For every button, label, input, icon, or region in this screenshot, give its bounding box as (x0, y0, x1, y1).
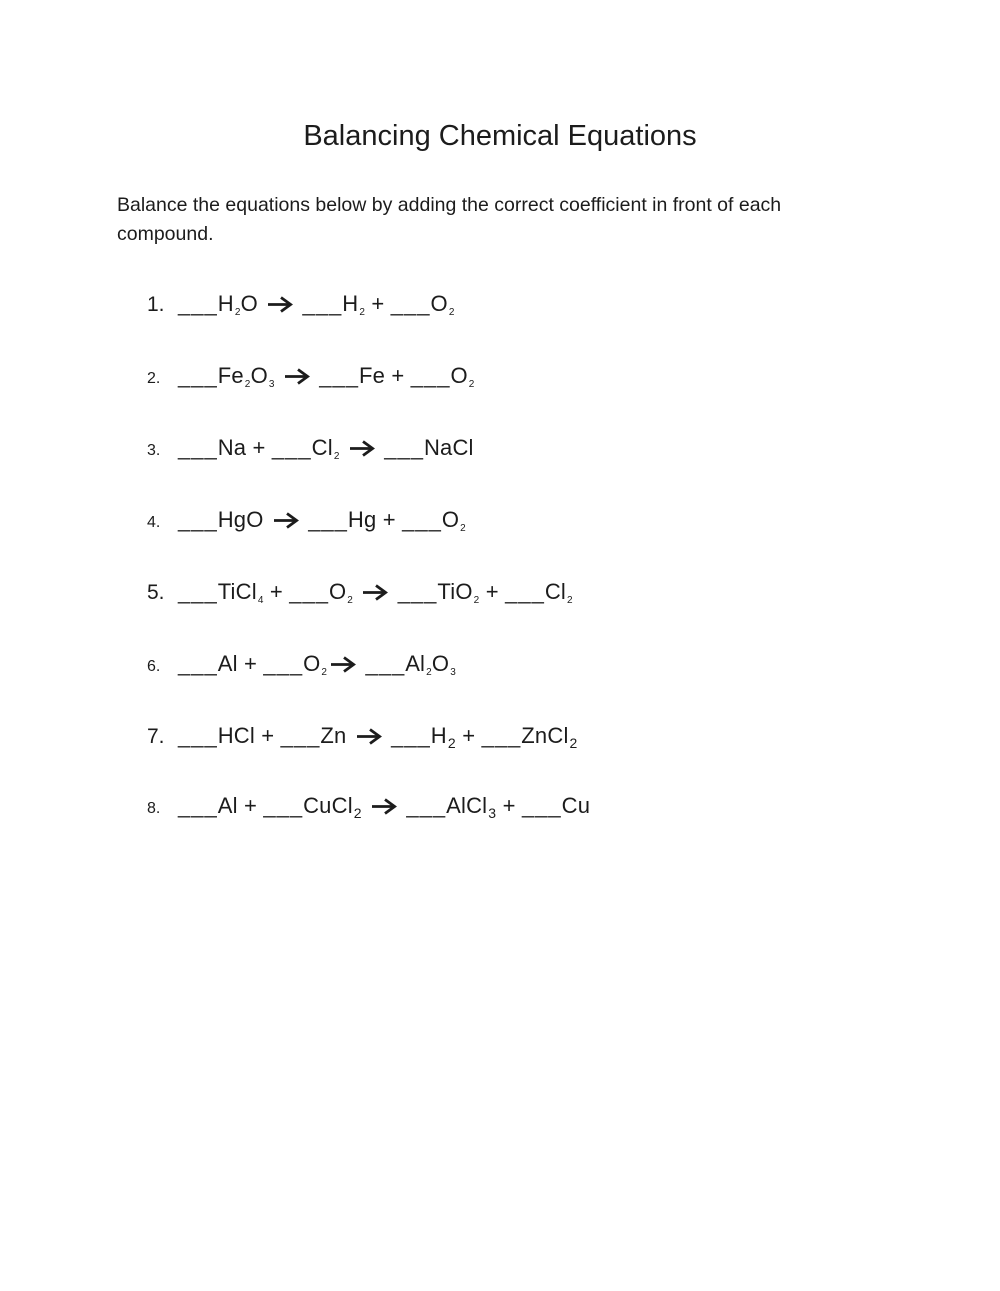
equation-text: ___TiCl4 + ___O2 ___TiO2 + ___Cl2 (178, 579, 573, 604)
equation-number: 6. (147, 658, 161, 675)
page-title: Balancing Chemical Equations (303, 120, 697, 152)
equation-text: ___H2O ___H2 + ___O2 (178, 291, 455, 316)
coefficient-blank: ___ (406, 793, 447, 818)
equations-list (0, 289, 1000, 828)
subscript: 2 (447, 735, 456, 751)
coefficient-blank: ___ (308, 507, 348, 532)
subscript: 2 (448, 307, 455, 318)
right-arrow-icon (349, 433, 375, 463)
subscript: 2 (333, 451, 340, 462)
coefficient-blank: ___ (481, 723, 522, 748)
coefficient-blank: ___ (263, 651, 304, 676)
subscript: 2 (234, 307, 241, 318)
equation-row (0, 721, 1000, 758)
subscript: 2 (460, 523, 466, 534)
coefficient-blank: ___ (178, 435, 218, 460)
right-arrow-icon (273, 505, 299, 535)
coefficient-blank: ___ (178, 793, 218, 818)
equation-number: 1. (147, 293, 165, 316)
subscript: 2 (321, 667, 328, 678)
subscript: 2 (468, 379, 475, 390)
coefficient-blank: ___ (402, 507, 442, 532)
coefficient-blank: ___ (178, 579, 218, 604)
subscript: 2 (473, 595, 480, 606)
coefficient-blank: ___ (302, 291, 343, 316)
subscript: 3 (450, 667, 456, 678)
subscript: 2 (353, 805, 362, 821)
coefficient-blank: ___ (178, 363, 218, 388)
equation-row (0, 289, 1000, 328)
subscript: 2 (426, 667, 432, 678)
equation-text: ___Al + ___CuCl2 ___AlCl3 + ___Cu (178, 793, 590, 818)
coefficient-blank: ___ (319, 363, 359, 388)
equation-row (0, 433, 1000, 472)
equation-row (0, 577, 1000, 616)
coefficient-blank: ___ (178, 651, 218, 676)
equation-number: 5. (147, 581, 165, 604)
coefficient-blank: ___ (289, 579, 329, 604)
coefficient-blank: ___ (390, 291, 431, 316)
equation-row (0, 791, 1000, 828)
equation-number: 8. (147, 800, 161, 817)
equation-number: 7. (147, 725, 165, 748)
coefficient-blank: ___ (365, 651, 406, 676)
right-arrow-icon (267, 289, 293, 319)
subscript: 2 (347, 595, 354, 606)
right-arrow-icon (330, 649, 356, 679)
equation-number: 4. (147, 514, 161, 531)
equation-text: ___Fe2O3 ___Fe + ___O2 (178, 363, 475, 388)
subscript: 3 (268, 379, 275, 390)
coefficient-blank: ___ (505, 579, 545, 604)
equation-number: 3. (147, 442, 161, 459)
subscript: 2 (244, 379, 251, 390)
subscript: 2 (569, 735, 578, 751)
equation-text: ___HCl + ___Zn ___H2 + ___ZnCl2 (178, 723, 578, 748)
coefficient-blank: ___ (271, 435, 312, 460)
coefficient-blank: ___ (410, 363, 451, 388)
right-arrow-icon (356, 721, 382, 751)
equation-number: 2. (147, 370, 161, 387)
coefficient-blank: ___ (384, 435, 424, 460)
equation-row (0, 649, 1000, 688)
coefficient-blank: ___ (280, 723, 321, 748)
equation-text: ___Al + ___O2 ___Al2O3 (178, 651, 456, 676)
coefficient-blank: ___ (521, 793, 562, 818)
equation-text: ___HgO ___Hg + ___O2 (178, 507, 466, 532)
subscript: 2 (567, 595, 573, 606)
subscript: 4 (257, 595, 264, 606)
equation-row (0, 361, 1000, 400)
coefficient-blank: ___ (178, 291, 218, 316)
subscript: 2 (359, 307, 366, 318)
equation-text: ___Na + ___Cl2 ___NaCl (178, 435, 474, 460)
right-arrow-icon (362, 577, 388, 607)
equation-row (0, 505, 1000, 544)
right-arrow-icon (371, 791, 397, 821)
coefficient-blank: ___ (397, 579, 438, 604)
subscript: 3 (488, 805, 497, 821)
coefficient-blank: ___ (178, 507, 218, 532)
right-arrow-icon (284, 361, 310, 391)
coefficient-blank: ___ (391, 723, 431, 748)
coefficient-blank: ___ (178, 723, 218, 748)
instructions-text: Balance the equations below by adding the correct coefficient in front of each compound. (117, 194, 782, 245)
coefficient-blank: ___ (263, 793, 304, 818)
